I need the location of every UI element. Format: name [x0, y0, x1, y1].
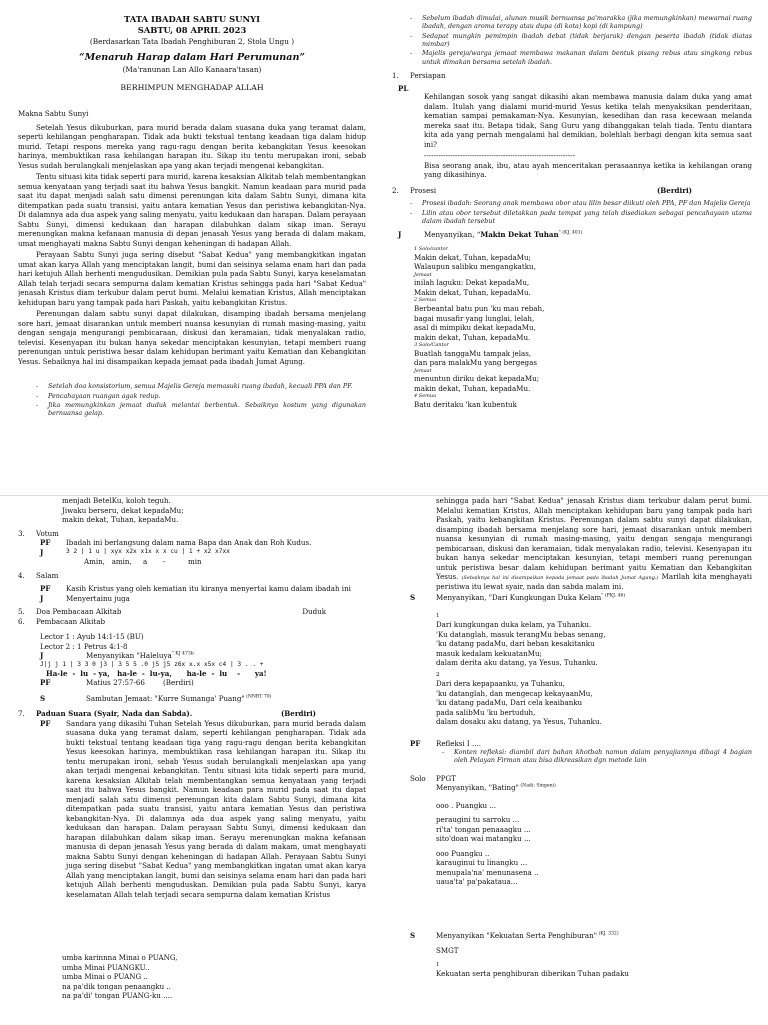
sheet1-left-column — [18, 0, 366, 495]
verse-number: 1 — [436, 612, 440, 619]
hymn-line: Dari kungkungan duka kelam, ya Tuhanku. — [436, 620, 592, 630]
role-label: S — [410, 593, 416, 603]
hymn-line: Makin dekat, Tuhan, kepadaMu. — [414, 287, 531, 297]
section-prosesi — [392, 186, 752, 196]
sheet2-left-column — [18, 496, 366, 1025]
salam-pf — [18, 584, 366, 594]
role-label: PL — [398, 84, 409, 94]
section-persiapan — [392, 71, 752, 81]
hymn-line: Buatlah tanggaMu tampak jelas, — [414, 348, 532, 358]
section-label: Paduan Suara (Syair, Nada dan Sabda). — [36, 709, 193, 719]
lector-2: Lector 2 : 1 Petrus 4:1-8 — [40, 641, 128, 651]
sheet2-right-column — [392, 496, 752, 1025]
persiapan-share-note: Bisa seorang anak, ibu, atau ayah menceritakan perasaannya ketika ia kehilangan orang yang dikasihinya. — [424, 160, 752, 180]
lyric-line: ri'ta' tongan penaaagku ... — [436, 824, 531, 834]
section-number: 7. — [18, 709, 25, 719]
music-notation: J|j j 1 | 3 3 0 j3 | 3 5 5 .0 j5 j5 z6x x.x x5x c4 | 3 . . + — [40, 660, 264, 668]
hymn-makin-dekat — [392, 246, 752, 410]
hymn-line: Kekuatan serta penghiburan diberikan Tuhan padaku — [436, 969, 629, 979]
hymn-line: pada salibMu 'ku bertuduh, — [436, 707, 536, 717]
hymn-line: masuk kedalam kekuatanMu; — [436, 648, 542, 658]
hymn-line: dalam dosaku aku datang, ya Yesus, Tuhanku. — [436, 717, 602, 727]
role-label: PF — [40, 584, 51, 593]
hymn-line: menuntun diriku dekat kepadaMu; — [414, 374, 540, 384]
votum-j — [18, 548, 366, 558]
instruction-note: - Sedapat mungkin pemimpin ibadah debat (tidak berjarak) dengan peserta ibadah (tidak diatas mimbar) — [410, 32, 752, 49]
role-label: Solo — [410, 773, 426, 783]
liturgy-date: SABTU, 08 APRIL 2023 — [137, 25, 247, 36]
hymn-line: 'ku datang padaMu, dari beban kesakitanku — [436, 639, 595, 649]
song-reference: " (KJ. 401) — [558, 231, 583, 237]
makna-paragraph-1: Setelah Yesus dikuburkan, para murid berada dalam suasana duka yang teramat dalam, seperti kehilangan pengharapan. Tidak ada bukti tekstual tentang keadaan tiga dalam hidup murid. Tetapi respons mereka yang ragu-ragu dengan berita kebangkitan Yesus keesokan harinya, membuktikan rasa kehilangan harapan itu. Sikap itu tentu merupakan ironi, sebab Yesus sudah berulangkali menjelaskan apa yang akan terjadi mengenai kebangkitan. — [18, 122, 366, 170]
song-reference: (NNBT 70) — [244, 694, 272, 700]
posture-note: (Berdiri) — [280, 709, 316, 719]
section-label: Salam — [36, 570, 59, 580]
sing-instruction: Menyanyikan "Haleluya — [86, 651, 172, 660]
section-paduan-suara — [18, 709, 366, 719]
lector-1: Lector 1 : Ayub 14:1-15 (BU) — [40, 632, 144, 641]
liturgy-title: TATA IBADAH SABTU SUNYI — [123, 14, 261, 24]
stanza-tag: 2 Semua — [414, 297, 437, 304]
section-refleksi — [392, 739, 752, 749]
salam-text: Kasih Kristus yang oleh kematian itu kiranya menyertai kamu dalam ibadah ini — [66, 584, 351, 593]
prosesi-note: - Prosesi ibadah: Seorang anak membawa obor atau lilin besar diikuti oleh PPA, PF dan Majelis Gereja — [410, 199, 752, 207]
hymn-line: makin dekat, Tuhan, kepadaMu. — [414, 332, 531, 342]
lyric-line: umba Minai o PUANG .. — [62, 972, 148, 982]
liturgy-sheet-1 — [0, 0, 768, 495]
hymn-line: asal di mimpiku dekat kepadaMu, — [414, 323, 536, 333]
lyric-line: na pa'dik tongan penaangku .. — [62, 981, 171, 991]
stanza-tag: 3 Solo/Cantor — [414, 342, 449, 349]
hymn-line: Makin dekat, Tuhan, kepadaMu; — [414, 252, 531, 262]
section-label: Prosesi — [410, 185, 437, 195]
pembacaan-pf — [18, 678, 366, 688]
makna-paragraph-3: Perayaan Sabtu Sunyi juga sering disebut "Sabat Kedua" yang membangkitkan ingatan umat akan karya Allah yang menciptakan langit, bumi dan seisinya selama enam hari dan pada hari ketujuh Allah berhenti mengudusikan. Demikian pula pada Sabtu Sunyi, karya keselamatan Allah telah terjadi secara sempurna dalam kematian Kristus sehingga pada hari "Sabat Kedua" jenasah Kristus diam terkubur dalam perut bumi. Melalui kematian Kristus, Allah menciptakan kehidupan baru yang tampak pada hari Paskah, yaitu kebangkitan Kristus. — [18, 250, 366, 307]
section-number: 2. — [392, 185, 399, 195]
liturgy-theme: “Menaruh Harap dalam Hari Perumunan” — [79, 52, 305, 64]
instruction-note: - Setelah doa konsistorium, semua Majelis Gereja memasuki ruang ibadah, kecuali PPA dan PF. — [36, 382, 366, 390]
lyric-line: peraugini tu sarroku ... — [436, 815, 520, 825]
posture-note: (Berdiri) — [656, 185, 692, 195]
music-notation: 3 2 | 1 u | xyx x2x x1x x x cu | 1 + x2 x7xx — [66, 547, 230, 555]
stanza-tag: Jemaat — [414, 271, 432, 278]
song-bating — [392, 801, 752, 887]
stanza-tag: Jemaat — [414, 367, 432, 374]
hymn-line: inilah laguku: Dekat kepadaMu, — [414, 278, 530, 288]
lyric-line: karauginui tu linangku ... — [436, 858, 528, 868]
makna-heading: Makna Sabtu Sunyi — [18, 109, 89, 119]
makna-paragraph-4: Perenungan dalam sabtu sunyi dapat dilakukan, disamping ibadah bersama menjelang sore hari, jemaat disarankan untuk memberi nuansa kesunyian di rumah masing-masing, yaitu dengan sengaja mengurangi pembicaraan, diskusi dan keramaian, tidak menyalakan radio, televisi. Kesenyapan itu bukan hanya sekedar menciptakan kesunyian, tetapi memberi ruang perenungan untuk peristiwa besar dalam kehidupan berimant yaitu Kematian dan Kebangkitan Yesus. Sebaiknya hal ini disampaikan kepada jemaat pada ibadah Jumat Agung. — [18, 309, 366, 366]
role-label: J — [40, 593, 44, 603]
section-number: 1. — [392, 70, 399, 80]
verse-number: 2 — [436, 671, 440, 678]
lyric-line: na pa'di' tongan PUANG-ku .... — [62, 991, 173, 1001]
section-salam — [18, 571, 366, 581]
persiapan-text: Kehilangan sosok yang sangat dikasihi akan membawa manusia dalam duka yang amat dalam. Itulah yang dialami murid-murid Yesus ketika telah menyaksikan penderitaan, kematian sampai pemakaman-Nya. Kesunyian, kesedihan dan rasa kecewaan melanda mereka saat itu. Betapa tidak, Sang Guru yang dibanggakan telah tiada. Tentu diantara kita ada yang pernah mengalami hal demikian, bolehlah berbagi dengan kita semua saat ini? — [424, 92, 752, 149]
section-votum — [18, 529, 366, 539]
hymn-line: Walaupun salibku mengangkatku, — [414, 262, 536, 272]
paduan-pf — [18, 719, 366, 902]
instruction-note: - Jika memungkinkan jemaat duduk melantai berbentuk. Sebaiknya kostum yang digunakan bernuansa gelap. — [36, 401, 366, 418]
hymn-line: 'Ku datanglah, masuk terangMu bebas senang, — [436, 629, 606, 639]
section-label: Votum — [36, 528, 59, 538]
votum-pf — [18, 538, 366, 548]
hymn-line: makin dekat, Tuhan, kepadaMu. — [62, 515, 179, 524]
role-label: J — [398, 230, 402, 240]
section-label: Doa Pembacaan Alkitab — [36, 607, 122, 616]
continuation-note: (Sebaiknya hal ini disampaikan kepada jemaat pada ibadah Jumat Agung.) — [461, 575, 659, 581]
continuation-end: Marilah kita menghayati peristiwa itu lewat syair, nada dan sabda malam ini. — [436, 572, 752, 591]
solo-ppgt — [392, 774, 752, 784]
lyric-line: ooo . Puangku ... — [436, 800, 497, 810]
lyric-line: uaua'ta' pa'pakataua... — [436, 877, 518, 887]
role-label: S — [40, 693, 46, 703]
hymn-line: bagai musafir yang lunglai, lelah, — [414, 313, 535, 323]
lyric-line: umba karinnna Minai o PUANG, — [62, 953, 178, 963]
song-reference: (KJ. 332) — [596, 931, 619, 937]
congregation-response: Sambutan Jemaat: "Kurre Sumanga' Puang" — [86, 693, 245, 703]
hymn-line: dan para malakMu yang bergegas — [414, 358, 537, 368]
votum-text: Ibadah ini berlangsung dalam nama Bapa dan Anak dan Roh Kudus. — [66, 538, 312, 547]
sing-instruction: Menyanyikan, "Bating" — [436, 783, 519, 793]
refleksi-note: - Konten refleksi: diambil dari bahan khotbah namun dalam penyajiannya dibagi 4 bagian oleh Pelayan Firman atau bisa dikreasikan dgn metode lain — [442, 748, 752, 765]
hymn-line: Dari dera kepapaanku, ya Tuhanku, — [436, 679, 565, 689]
prosesi-note: - Lilin atau obor tersebut diletakkan pada tempat yang telah disediakan sebagai pencahayaan utama dalam ibadah tersebut — [410, 209, 752, 226]
hymn-line: 'ku datang padaMu, Dari cela keaibanku — [436, 698, 583, 708]
sing-instruction: Menyanyikan "Kekuatan Serta Penghiburan" — [436, 930, 597, 940]
sheet1-right-column — [392, 0, 752, 495]
prosesi-song-line — [392, 230, 752, 240]
role-label: PF — [40, 678, 51, 688]
hymn-line: menjadi BetelKu, koloh teguh. — [62, 496, 171, 505]
role-label: S — [410, 930, 416, 940]
section-label: Pembacaan Alkitab — [36, 616, 105, 626]
instruction-note: - Pencahayaan ruangan agak redup. — [36, 392, 366, 400]
pembacaan-j — [18, 651, 366, 661]
section-number: 4. — [18, 570, 25, 580]
scripture-reference: Matius 27:57-66 — [86, 678, 145, 688]
refleksi-label: Refleksi I .... — [436, 738, 482, 748]
lyric-line: menupala'na' menunasena .. — [436, 867, 539, 877]
role-label: PF — [410, 738, 421, 748]
hymn-line: dalam derita aku datang, ya Yesus, Tuhanku. — [436, 658, 598, 668]
song-reference: (Nadi: Singeni) — [518, 783, 556, 789]
continuation-text: sehingga pada hari "Sabat Kedua" jenasah Kristus diam terkubur dalam perut bumi. Melalui kematian Kristus, Allah menciptakan kehidupan baru yang tampak pada hari Paskah, yaitu kebangkitan Kristus. Perenungan dalam sabtu sunyi dapat dilakukan, disamping ibadah bersama menjelang sore hari, jemaat disarankan untuk memberi nuansa kesunyian di rumah masing-masing, yaitu dengan sengaja mengurangi pembicaraan, diskusi dan keramaian, tidak menyalakan radio, televisi. Kesenyapan itu bukan hanya sekedar menciptakan kesunyian, tetapi memberi ruang perenungan untuk peristiwa besar dalam kehidupan berimant yaitu Kematian dan Kebangkitan Yesus. — [436, 496, 752, 581]
pembacaan-s — [18, 694, 366, 704]
hymn-line: 'ku datanglah, dan mengecap kekayaanMu, — [436, 688, 593, 698]
lyric-line: umba Minai PUANGKU.. — [62, 962, 150, 972]
song-reference: " KJ 473b — [171, 651, 194, 657]
dashed-divider: --------------------------------------------------------------- — [424, 151, 576, 161]
role-label: J — [40, 651, 44, 660]
song-title: Makin Dekat Tuhan — [480, 230, 559, 240]
stanza-tag: 4 Semua — [414, 393, 437, 400]
sing-instruction: Menyanyikan, “ — [424, 230, 481, 240]
section-title: BERHIMPUN MENGHADAP ALLAH — [120, 82, 264, 92]
instruction-note: - Majelis gereja/warga jemaat membawa makanan dalam bentuk pisang rebus atau singkong rebus untuk dimakan bersama setelah ibadah. — [410, 49, 752, 66]
section-number: 5. — [18, 607, 25, 616]
song-instruction-s — [392, 593, 752, 603]
posture-note: (Berdiri) — [163, 678, 194, 688]
section-number: 6. — [18, 616, 25, 626]
posture-note: Duduk — [302, 607, 326, 616]
song-instruction-s2 — [392, 931, 752, 941]
amin-lyrics: Amin, amin, a - min — [84, 557, 202, 566]
hymn-dari-kungkungan — [392, 613, 752, 727]
verse-number: 1 — [436, 961, 440, 968]
performer-group: PPGT — [436, 773, 456, 783]
hymn-line: Batu deritaku 'kan kubentuk — [414, 400, 517, 410]
role-label: PF — [40, 718, 51, 728]
stanza-tag: 1 Solo/cantor — [414, 245, 448, 252]
bottom-lyrics — [18, 953, 366, 1001]
persiapan-block — [392, 84, 752, 182]
hymn-line: Jiwaku berseru, dekat kepadaMu; — [62, 505, 184, 515]
section-label: Persiapan — [410, 70, 446, 80]
makna-paragraph-2: Tentu situasi kita tidak seperti para murid, karena kesaksian Alkitab telah membentangkan semua kenyataan yang terjadi saat itu bahwa Yesus bangkit. Namun keadaan para murid pada saat itu dapat menjadi salah satu dimensi perenungan kita dalam Sabtu Sunyi, dimana kita ditempatkan pada suatu transisi, yaitu antara kematian Yesus dan peristiwa kebangkitan-Nya. Di dalamnya ada dua aspek yang saling menyatu, yaitu kedukaan dan harapan. Dalam perayaan Sabtu Sunyi, dimensi kedukaan dan harapan dilabuhkan dalam sikap iman. Serayu merenungkan makna kefanaan manusia di depan jenasah Yesus yang berada di dalam makam, umat menghayati makna Sabtu Sunyi dengan keheningan di hadapan Allah. — [18, 172, 366, 248]
liturgy-theme-translation: (Ma'ranunan Lan Allo Kanaara'tasan) — [122, 65, 262, 75]
hymn-continuation — [18, 496, 366, 525]
liturgy-basis: (Berdasarkan Tata Ibadah Penghiburan 2, Stola Ungu ) — [89, 36, 295, 46]
section-number: 3. — [18, 528, 25, 538]
section-doa — [18, 607, 366, 617]
section-pembacaan — [18, 617, 366, 627]
salam-j — [18, 594, 366, 604]
song-reference: " (PKJ. 46) — [601, 593, 626, 599]
hymn-line: makin dekat, Tuhan, kepadaMu. — [414, 383, 531, 393]
haleluya-lyrics: Ha-le - lu - ya, ha-le - lu-ya, ha-le - lu - ya! — [46, 668, 267, 678]
sing-instruction: Menyanyikan, "Dari Kungkungan Duka Kelam — [436, 593, 602, 603]
paduan-text: Sandara yang dikasihi Tuhan Setelah Yesus dikuburkan, para murid berada dalam suasana duka yang teramat dalam, seperti kehilangan pengharapan. Tidak ada bukti tekstual tentang keadaan tiga yang ragu-ragu dengan berita kebangkitan Yesus keesokan harinya, membuktikan rasa kehilangan harapan itu. Sikap itu tentu merupakan ironi, sebab Yesus sudah berulangkali menjelaskan apa yang akan terjadi mengenai kebangkitan. Tentu situasi kita tidak seperti para murid, karena kesaksian Alkitab telah membentangkan semua kenyataan yang terjadi saat itu bahwa Yesus bangkit. Namun keadaan para murid pada saat itu dapat menjadi salah satu dimensi perenungan kita dalam Sabtu Sunyi, dimana kita ditempatkan pada suatu transisi, yaitu antara kematian Yesus dan peristiwa kebangkitan-Nya. Di dalamnya ada dua aspek yang saling menyatu, yaitu kedukaan dan harapan. Dalam perayaan Sabtu Sunyi, dimensi kedukaan dan harapan dilabuhkan dalam sikap iman. Serayu merenungkan makna kefanaan manusia di depan jenasah Yesus yang berada di dalam makam, umat menghayati makna Sabtu Sunyi dengan keheningan di hadapan Allah. Perayaan Sabtu Sunyi juga sering disebut "Sabat Kedua" yang membangkitkan ingatan umat akan karya Allah yang menciptakan langit, bumi dan seisinya selama enam hari dan pada hari ketujuh Allah berhenti menguduskan. Demikian pula pada Sabtu Sunyi, karya keselamatan Allah telah terjadi secara sempurna dalam kematian Kristus — [66, 718, 366, 899]
role-label: J — [40, 547, 44, 557]
liturgy-sheet-2 — [0, 495, 768, 1025]
paduan-continuation — [392, 496, 752, 591]
lyric-line: ooo Puangku .. — [436, 848, 490, 858]
performer-group: SMGT — [436, 946, 459, 956]
lyric-line: sito'doan wai matangku ... — [436, 834, 531, 844]
salam-response: Menyertainu juga — [66, 593, 130, 603]
role-label: PF — [40, 538, 51, 547]
hymn-line: Berbeantal batu pun 'ku mau rebah, — [414, 304, 545, 314]
instruction-note: - Sebelum ibadah dimulai, alunan musik bernuansa pa'marakka (jika memungkinkan) mewarnai ruang ibadah, dengan aroma terapy atau dupa (di kota) kopi (di kampung) — [410, 14, 752, 31]
